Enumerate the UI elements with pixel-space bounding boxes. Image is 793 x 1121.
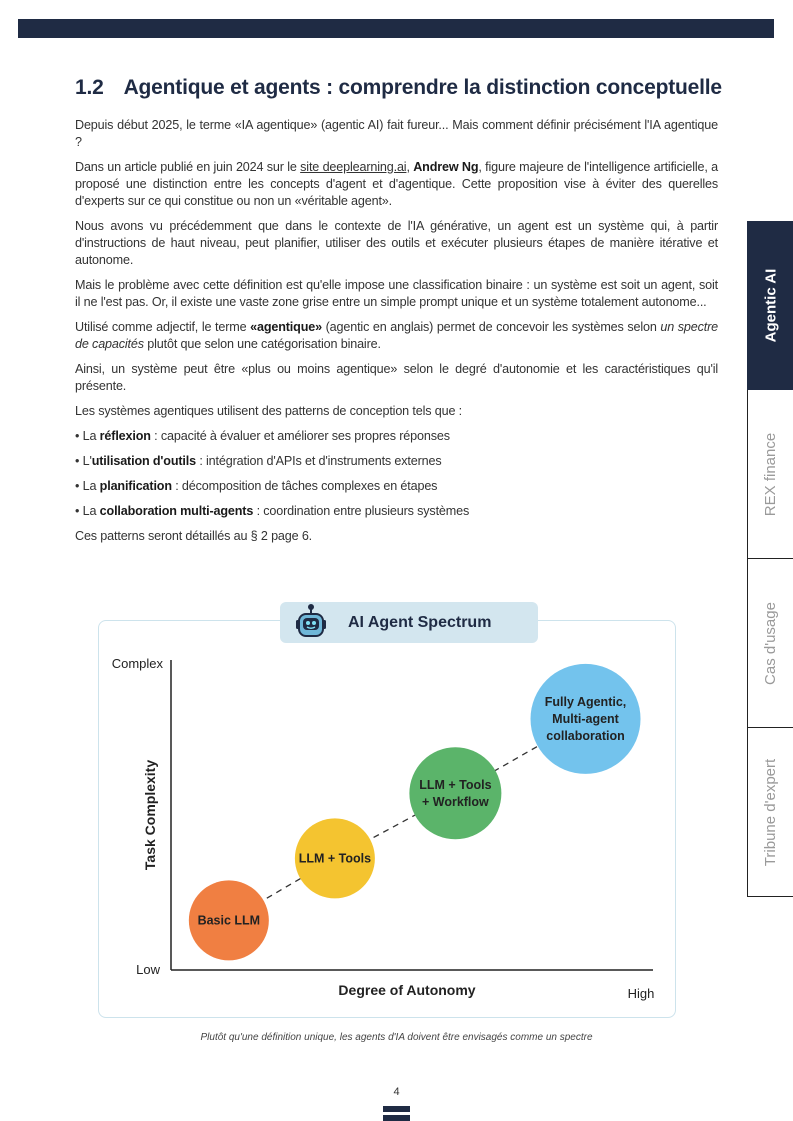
section-number: 1.2 <box>75 76 104 99</box>
data-point-2 <box>409 747 501 839</box>
text-span: • L' <box>75 454 92 468</box>
text-span: Utilisé comme adjectif, le terme <box>75 320 251 334</box>
bullet-term: collaboration multi-agents <box>99 504 254 518</box>
data-point-label-0 <box>198 913 261 927</box>
data-point-label-1 <box>299 851 371 865</box>
spectre-term: un spectre de capacités <box>75 320 718 351</box>
page-footer-mark <box>383 1106 410 1121</box>
tab-label: Cas d'usage <box>762 601 780 685</box>
paragraph-intro: Depuis début 2025, le terme «IA agentique» (agentic AI) fait fureur... Mais comment définir précisément l'IA agentique ? <box>75 118 718 149</box>
data-point-label-line: collaboration <box>546 728 625 743</box>
paragraph-binary-problem: Mais le problème avec cette définition est qu'elle impose une classification binaire : un système est soit un agent, soit il ne l'est pas. Or, il existe une vaste zone grise entre un simple prompt unique et un système totalement autonome... <box>75 278 718 309</box>
bullet-outils <box>75 453 718 470</box>
text-span: : capacité à évaluer et améliorer ses propres réponses <box>150 429 450 443</box>
robot-icon <box>290 602 332 643</box>
side-tabs <box>747 221 793 897</box>
y-tick-label-complex: Complex <box>111 656 163 671</box>
data-point-label-line: LLM + Tools <box>298 851 372 866</box>
text-span: : intégration d'APIs et d'instruments externes <box>195 454 442 468</box>
section-title-text: Agentique et agents : comprendre la distinction conceptuelle <box>123 76 722 99</box>
text-span: plutôt que selon une catégorisation binaire. <box>143 337 381 351</box>
tab-label: Tribune d'expert <box>762 758 779 866</box>
paragraph-plus-ou-moins: Ainsi, un système peut être «plus ou moins agentique» selon le degré d'autonomie et les caractéristiques qu'il présente. <box>75 362 718 393</box>
paragraph-patterns-ref: Ces patterns seront détaillés au § 2 page 6. <box>75 529 313 543</box>
figure-caption: Plutôt qu'une définition unique, les agents d'IA doivent être envisagés comme un spectre <box>200 1032 593 1043</box>
deeplearning-link[interactable]: site deeplearning.ai <box>300 160 407 174</box>
paragraph-agent-definition: Nous avons vu précédemment que dans le contexte de l'IA générative, un agent est un système qui, à partir d'instructions de haut niveau, peut planifier, utiliser des outils et exécuter plusieurs étapes de manière itérative et autonome. <box>75 219 718 267</box>
data-point-label-line: Basic LLM <box>197 913 261 928</box>
text-span: : coordination entre plusieurs systèmes <box>253 504 470 518</box>
data-point-label-line: + Workflow <box>421 794 489 809</box>
x-tick-label-high: High <box>627 986 655 1001</box>
text-span: : décomposition de tâches complexes en étapes <box>171 479 438 493</box>
x-axis-title: Degree of Autonomy <box>338 982 476 998</box>
text-span: , figure majeure de l'intelligence artificielle, a proposé une distinction entre les concepts d'agent et d'agentique. Cette proposition vise à éviter des querelles d'experts sur ce qui constitue ou non un «véritable agent». <box>75 160 718 208</box>
bullet-term: réflexion <box>99 429 151 443</box>
y-axis-title: Task Complexity <box>142 759 158 871</box>
trend-line-group <box>229 719 586 921</box>
y-tick-label-low: Low <box>136 962 160 977</box>
bullet-planification <box>75 478 718 495</box>
text-span: , <box>406 160 414 174</box>
data-point-label-line: LLM + Tools <box>419 777 492 792</box>
data-point-label-line: Fully Agentic, <box>544 694 627 709</box>
chart-title: AI Agent Spectrum <box>348 613 492 631</box>
bullet-reflexion <box>75 428 718 445</box>
paragraph-andrew-ng <box>75 159 718 210</box>
paragraph-patterns-intro: Les systèmes agentiques utilisent des patterns de conception tels que : <box>75 404 462 418</box>
page-number: 4 <box>393 1086 400 1098</box>
text-span: • La <box>75 504 100 518</box>
tab-label: Agentic AI <box>762 268 779 343</box>
text-span: • La <box>75 429 100 443</box>
section-title <box>75 76 722 100</box>
bullet-term: utilisation d'outils <box>91 454 196 468</box>
paragraph-agentique-adjective <box>75 319 718 353</box>
data-point-label-3 <box>545 695 627 743</box>
chart-header <box>280 602 538 643</box>
top-banner <box>18 19 774 38</box>
tab-rex-finance[interactable] <box>747 390 793 559</box>
tab-agentic-ai[interactable] <box>747 221 793 390</box>
data-point-label-line: Multi-agent <box>552 711 619 726</box>
bullet-collaboration <box>75 503 718 520</box>
ai-agent-spectrum-chart <box>98 620 676 1018</box>
body-text <box>75 117 718 553</box>
text-span: Dans un article publié en juin 2024 sur le <box>75 160 301 174</box>
andrew-ng-name: Andrew Ng <box>413 160 479 174</box>
text-span: • La <box>75 479 100 493</box>
data-points-group <box>189 664 641 961</box>
tab-cas-usage[interactable] <box>747 559 793 728</box>
tab-label: REX finance <box>762 432 780 516</box>
tab-tribune-expert[interactable] <box>747 728 793 897</box>
text-span: (agentic en anglais) permet de concevoir les systèmes selon <box>321 320 661 334</box>
bullet-term: planification <box>99 479 172 493</box>
agentique-term: «agentique» <box>250 320 322 334</box>
